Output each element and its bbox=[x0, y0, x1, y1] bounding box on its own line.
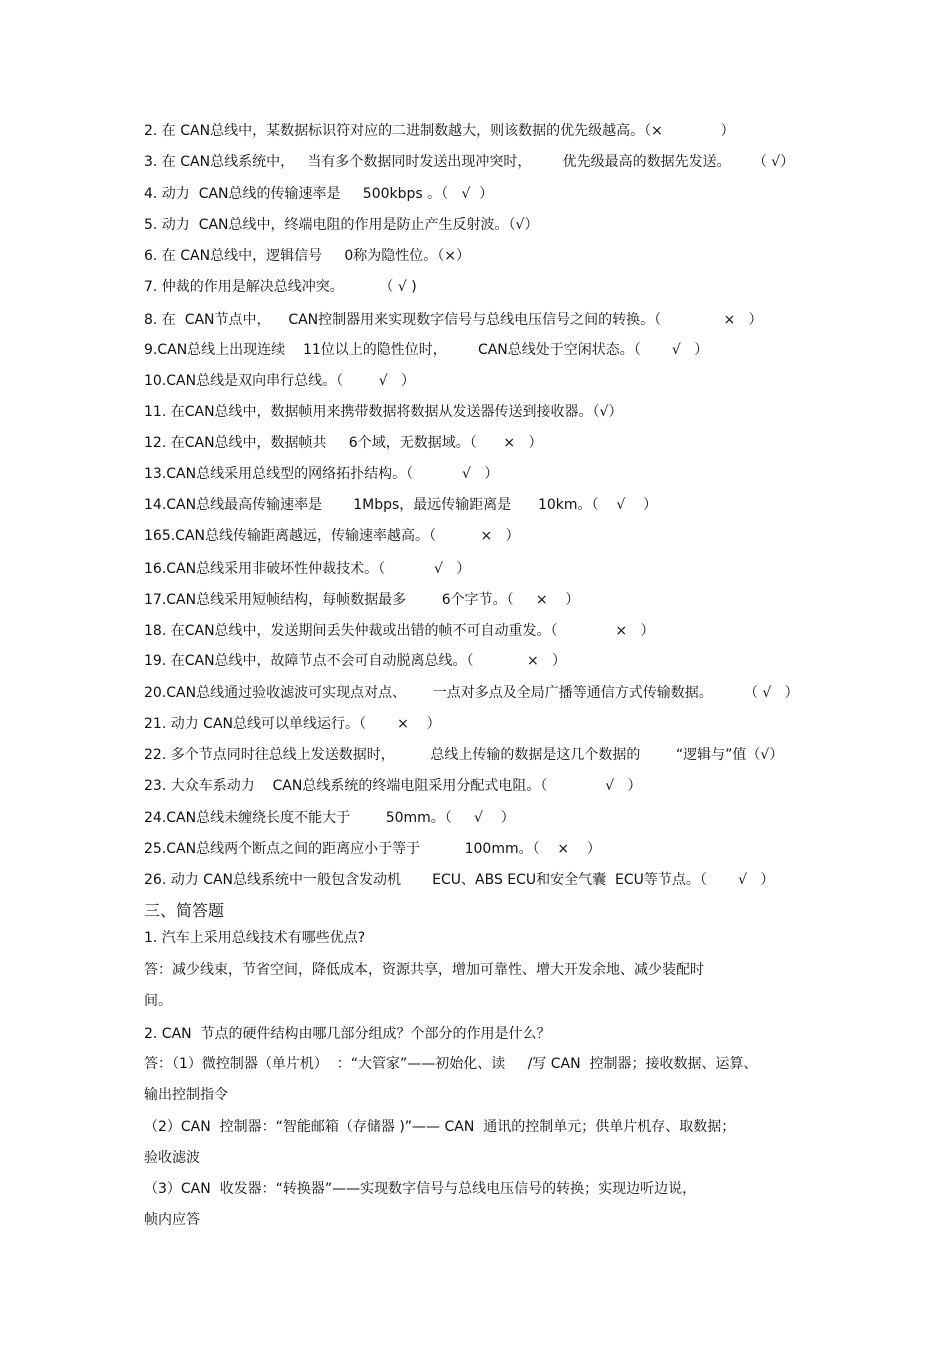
judgment-line-14: 14.CAN总线最高传输速率是 1Mbps，最远传输距离是 10km。（ √ ） bbox=[144, 497, 658, 513]
judgment-line-18: 18. 在CAN总线中，发送期间丢失仲裁或出错的帧不可自动重发。（ × ） bbox=[144, 623, 655, 639]
judgment-line-21: 21. 动力 CAN总线可以单线运行。（ × ） bbox=[144, 716, 441, 732]
judgment-line-6: 6. 在 CAN总线中，逻辑信号 0称为隐性位。（×） bbox=[144, 248, 470, 264]
judgment-line-11: 11. 在CAN总线中，数据帧用来携带数据将数据从发送器传送到接收器。（√） bbox=[144, 404, 623, 420]
answer-1-line-2: 间。 bbox=[144, 993, 172, 1009]
judgment-line-23: 23. 大众车系动力 CAN总线系统的终端电阻采用分配式电阻。（ √ ） bbox=[144, 778, 642, 794]
answer-2-line-2: 输出控制指令 bbox=[144, 1087, 228, 1103]
answer-2-line-4: 验收滤波 bbox=[144, 1150, 200, 1166]
judgment-line-9: 9.CAN总线上出现连续 11位以上的隐性位时， CAN总线处于空闲状态。（ √ ） bbox=[144, 342, 709, 358]
judgment-line-24: 24.CAN总线未缠绕长度不能大于 50mm。（ √ ） bbox=[144, 810, 515, 826]
judgment-line-5: 5. 动力 CAN总线中，终端电阻的作用是防止产生反射波。（√） bbox=[144, 217, 539, 233]
judgment-line-8: 8. 在 CAN节点中， CAN控制器用来实现数字信号与总线电压信号之间的转换。（ × ） bbox=[144, 312, 763, 328]
judgment-line-7: 7. 仲裁的作用是解决总线冲突。 （ √ ) bbox=[144, 279, 417, 295]
answer-1-line-1: 答：减少线束，节省空间，降低成本，资源共享，增加可靠性、增大开发余地、减少装配时 bbox=[144, 962, 704, 978]
judgment-line-4: 4. 动力 CAN总线的传输速率是 500kbps 。（ √ ） bbox=[144, 186, 494, 202]
judgment-line-10: 10.CAN总线是双向串行总线。（ √ ） bbox=[144, 373, 415, 389]
judgment-line-3: 3. 在 CAN总线系统中， 当有多个数据同时发送出现冲突时， 优先级最高的数据先发送。 （ √） bbox=[144, 154, 795, 170]
judgment-line-16: 16.CAN总线采用非破坏性仲裁技术。（ √ ） bbox=[144, 561, 471, 577]
judgment-line-2: 2. 在 CAN总线中，某数据标识符对应的二进制数越大，则该数据的优先级越高。（× ） bbox=[144, 123, 735, 139]
answer-2-line-3: （2）CAN 控制器：“智能邮箱（存储器 )”—— CAN 通讯的控制单元；供单片机存、取数据； bbox=[144, 1119, 736, 1135]
judgment-line-26: 26. 动力 CAN总线系统中一般包含发动机 ECU、ABS ECU和安全气囊 ECU等节点。（ √ ） bbox=[144, 872, 775, 888]
question-1: 1. 汽车上采用总线技术有哪些优点? bbox=[144, 930, 366, 946]
section-title: 三、简答题 bbox=[144, 901, 225, 920]
answer-2-line-1: 答：（1）微控制器（单片机） ：“大管家”——初始化、读 /写 CAN 控制器；接收数据、运算、 bbox=[144, 1056, 758, 1072]
judgment-line-22: 22. 多个节点同时往总线上发送数据时， 总线上传输的数据是这几个数据的 “逻辑与”值（√） bbox=[144, 747, 784, 763]
answer-2-line-6: 帧内应答 bbox=[144, 1212, 200, 1228]
judgment-line-25: 25.CAN总线两个断点之间的距离应小于等于 100mm。（ × ） bbox=[144, 841, 601, 857]
judgment-line-12: 12. 在CAN总线中，数据帧共 6个域，无数据域。（ × ） bbox=[144, 435, 543, 451]
judgment-line-17: 17.CAN总线采用短帧结构，每帧数据最多 6个字节。（ × ） bbox=[144, 592, 580, 608]
answer-2-line-5: （3）CAN 收发器：“转换器”——实现数字信号与总线电压信号的转换；实现边听边说， bbox=[144, 1181, 697, 1197]
judgment-line-165: 165.CAN总线传输距离越远，传输速率越高。（ × ） bbox=[144, 528, 520, 544]
judgment-line-13: 13.CAN总线采用总线型的网络拓扑结构。（ √ ） bbox=[144, 466, 499, 482]
judgment-line-19: 19. 在CAN总线中，故障节点不会可自动脱离总线。（ × ） bbox=[144, 653, 567, 669]
judgment-line-20: 20.CAN总线通过验收滤波可实现点对点、 一点对多点及全局广播等通信方式传输数据。 （ √ ） bbox=[144, 685, 799, 701]
question-2: 2. CAN 节点的硬件结构由哪几部分组成？个部分的作用是什么？ bbox=[144, 1026, 551, 1042]
